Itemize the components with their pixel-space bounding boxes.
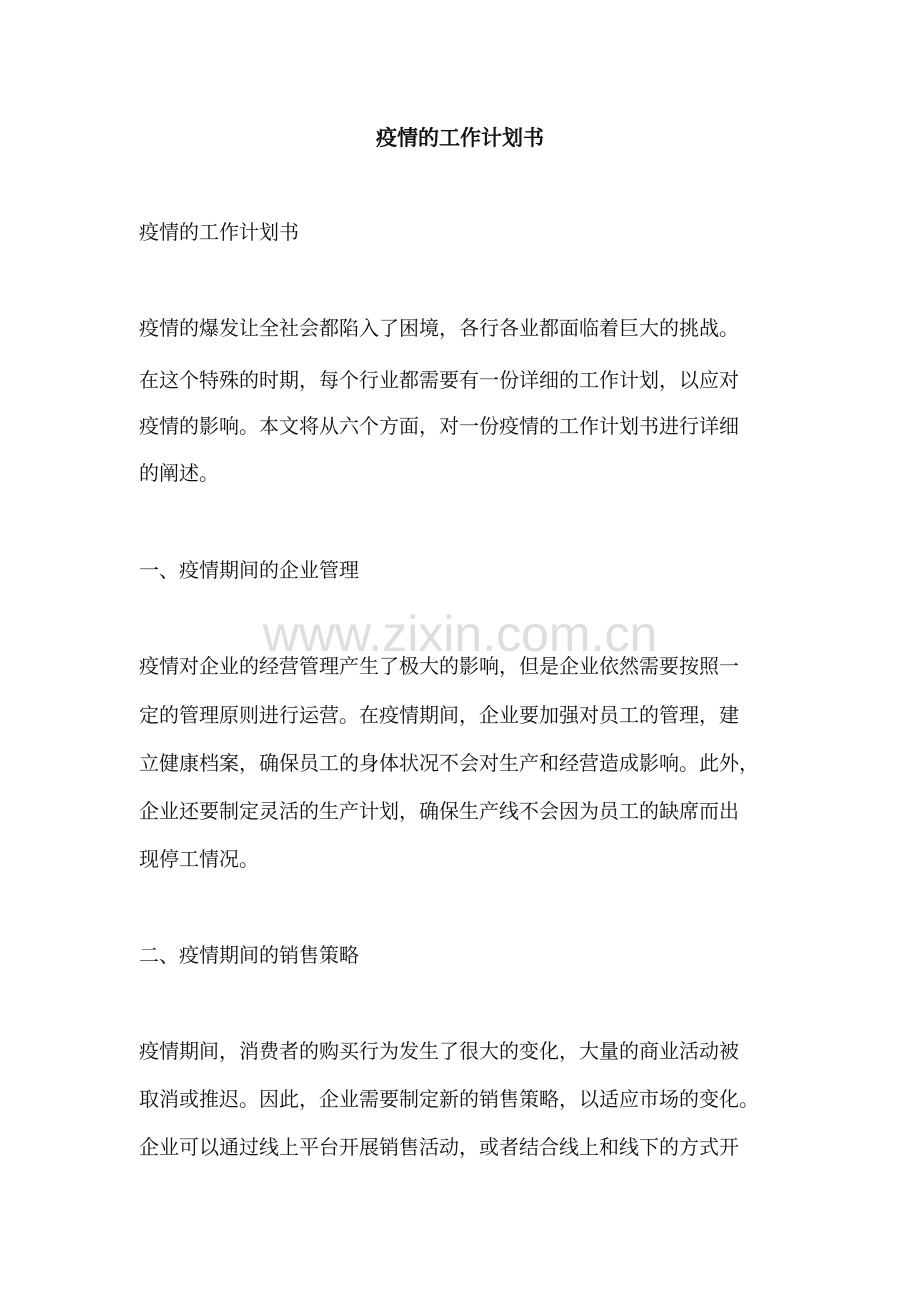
section1-line: 定的管理原则进行运营。在疫情期间，企业要加强对员工的管理，建	[139, 703, 739, 727]
intro-line: 疫情的影响。本文将从六个方面，对一份疫情的工作计划书进行详细	[139, 414, 739, 438]
section1-line: 企业还要制定灵活的生产计划，确保生产线不会因为员工的缺席而出	[139, 799, 739, 823]
document-subtitle: 疫情的工作计划书	[139, 220, 299, 244]
intro-line: 疫情的爆发让全社会都陷入了困境，各行各业都面临着巨大的挑战。	[139, 316, 739, 340]
watermark: www.zixin.com.cn	[262, 606, 658, 662]
intro-line: 的阐述。	[139, 461, 219, 485]
section2-line: 疫情期间，消费者的购买行为发生了很大的变化，大量的商业活动被	[139, 1039, 739, 1063]
section2-heading: 二、疫情期间的销售策略	[139, 943, 359, 967]
document-title: 疫情的工作计划书	[376, 125, 544, 150]
intro-line: 在这个特殊的时期，每个行业都需要有一份详细的工作计划，以应对	[139, 368, 739, 392]
section2-line: 企业可以通过线上平台开展销售活动，或者结合线上和线下的方式开	[139, 1135, 739, 1159]
section2-line: 取消或推迟。因此，企业需要制定新的销售策略，以适应市场的变化。	[139, 1087, 759, 1111]
section1-line: 立健康档案，确保员工的身体状况不会对生产和经营造成影响。此外，	[139, 751, 759, 775]
section1-heading: 一、疫情期间的企业管理	[139, 558, 359, 582]
section1-line: 疫情对企业的经营管理产生了极大的影响，但是企业依然需要按照一	[139, 654, 739, 678]
section1-line: 现停工情况。	[139, 847, 259, 871]
